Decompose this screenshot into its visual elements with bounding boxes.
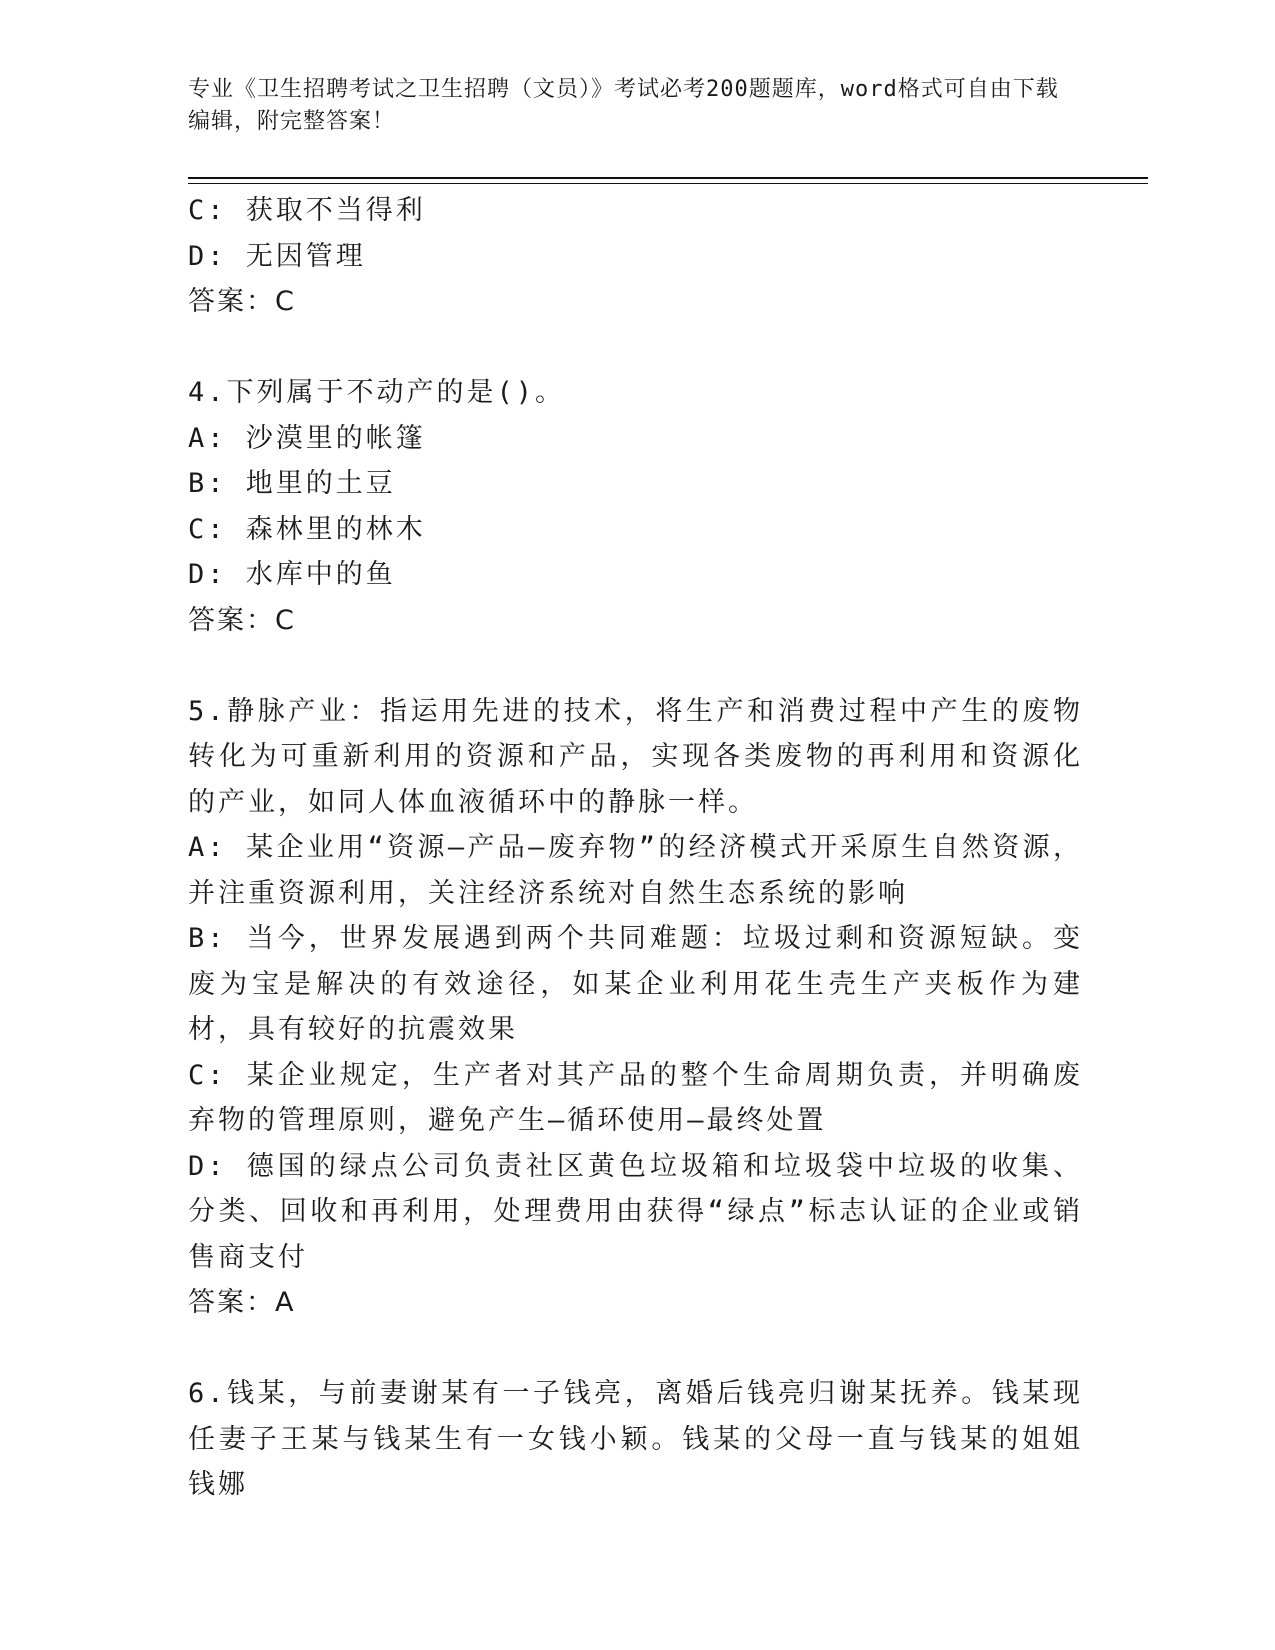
q6-stem: 6.钱某，与前妻谢某有一子钱亮，离婚后钱亮归谢某抚养。钱某现任妻子王某与钱某生有一女钱小颖。钱某的父母一直与钱某的姐姐钱娜 [188,1378,1083,1500]
q3-option-c: C: 获取不当得利 [188,195,426,226]
q4-option-b: B: 地里的土豆 [188,468,396,499]
q5-option-d: D: 德国的绿点公司负责社区黄色垃圾箱和垃圾袋中垃圾的收集、分类、回收和再利用，处理费用由获得“绿点”标志认证的企业或销售商支付 [188,1150,1083,1273]
header-divider-thick [188,177,1148,179]
q5-option-a: A: 某企业用“资源—产品—废弃物”的经济模式开采原生自然资源，并注重资源利用，关注经济系统对自然生态系统的影响 [188,832,1083,909]
q4-answer: 答案：C [188,604,296,636]
q5-stem: 5.静脉产业：指运用先进的技术，将生产和消费过程中产生的废物转化为可重新利用的资源和产品，实现各类废物的再利用和资源化的产业，如同人体血液循环中的静脉一样。 [188,695,1083,818]
q3-answer: 答案：C [188,286,296,317]
spacer [188,325,1083,371]
q4-option-a: A: 沙漠里的帐篷 [188,422,426,454]
spacer [188,643,1083,689]
q5-answer: 答案：A [188,1287,296,1318]
q5-option-c: C: 某企业规定，生产者对其产品的整个生命周期负责，并明确废弃物的管理原则，避免产生—循环使用—最终处置 [188,1059,1083,1136]
q4-stem: 4.下列属于不动产的是()。 [188,377,566,408]
document-body [188,188,1083,1508]
header-divider-thin [188,183,1148,184]
q4-option-c: C: 森林里的林木 [188,513,426,545]
q5-option-b: B: 当今，世界发展遇到两个共同难题：垃圾过剩和资源短缺。变废为宝是解决的有效途径，如某企业利用花生壳生产夹板作为建材，具有较好的抗震效果 [188,923,1083,1045]
q3-option-d: D: 无因管理 [188,240,366,272]
q4-option-d: D: 水库中的鱼 [188,559,396,590]
document-header: 专业《卫生招聘考试之卫生招聘（文员）》考试必考200题题库，word格式可自由下载编辑，附完整答案！ [188,77,1059,134]
spacer [188,1326,1083,1372]
